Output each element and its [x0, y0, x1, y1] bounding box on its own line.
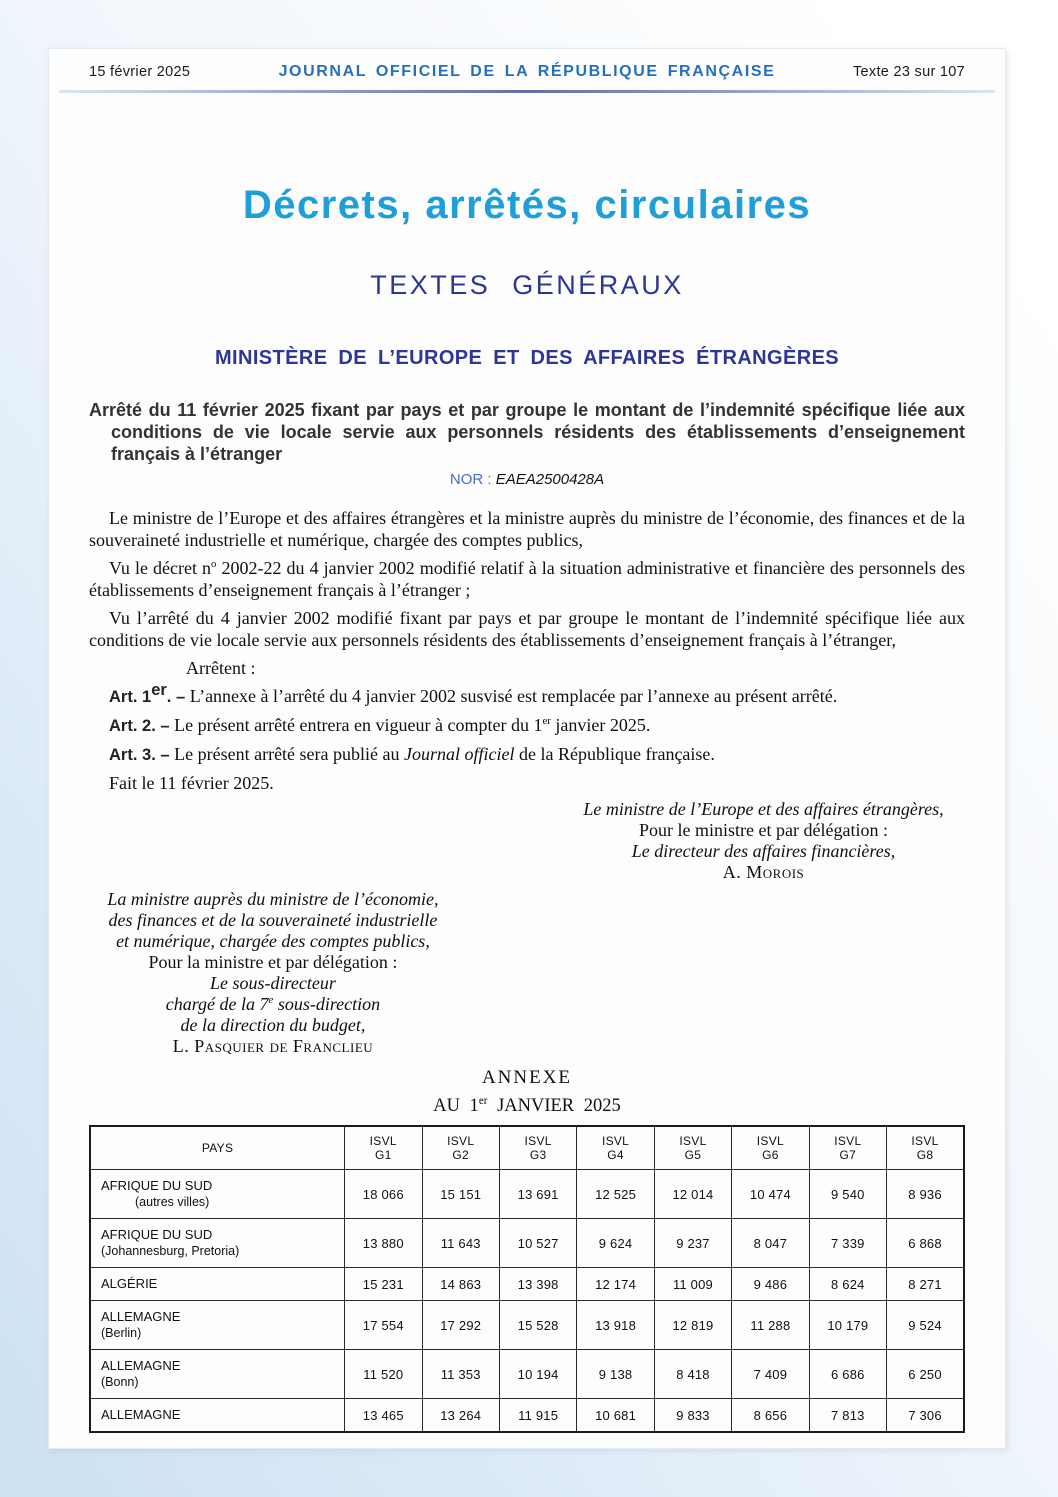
value-cell: 13 398 [499, 1268, 576, 1301]
article-1-label-sup: er [151, 681, 167, 699]
signature-title-line-2: des finances et de la souveraineté industrielle [108, 910, 438, 930]
value-cell: 11 353 [422, 1350, 499, 1399]
nor-line [89, 471, 965, 488]
value-cell: 10 194 [499, 1350, 576, 1399]
document-body [89, 399, 965, 1433]
numero-superscript: o [211, 558, 217, 570]
value-cell: 10 474 [732, 1170, 809, 1219]
vu-decret-text-2: 2002-22 du 4 janvier 2002 modifié relatif à la situation administrative et financière des personnels des établissements d’enseignement français à l’étranger ; [89, 558, 965, 600]
article-3-text: Le présent arrêté sera publié au [174, 744, 405, 764]
article-2-sup: er [542, 715, 551, 727]
value-cell: 8 624 [809, 1268, 886, 1301]
article-1-label: Art. 1 [109, 688, 152, 706]
value-cell: 11 915 [499, 1399, 576, 1433]
signature-role-line-1: Le sous-directeur [210, 973, 336, 993]
table-row [90, 1301, 964, 1350]
signature-title-line-1: La ministre auprès du ministre de l’économie, [107, 889, 439, 909]
value-cell: 6 250 [887, 1350, 964, 1399]
column-header-isvl-g6: ISVL G6 [732, 1126, 809, 1170]
column-header-isvl-g5: ISVL G5 [654, 1126, 731, 1170]
article-3-label: Art. 3 [109, 746, 152, 764]
article-3-text-2: de la République française. [514, 744, 715, 764]
journal-officiel-italic: Journal officiel [404, 744, 515, 764]
article-3-dash: . – [151, 746, 175, 764]
country-cell: AFRIQUE DU SUD (Johannesburg, Pretoria) [90, 1219, 345, 1268]
country-cell: ALLEMAGNE [90, 1399, 345, 1433]
article-2-label: Art. 2 [109, 717, 152, 735]
article-1-text: L’annexe à l’arrêté du 4 janvier 2002 susvisé est remplacée par l’annexe au présent arrêté. [189, 686, 838, 706]
nor-value: EAEA2500428A [495, 471, 605, 488]
article-2-dash: . – [151, 717, 175, 735]
value-cell: 10 179 [809, 1301, 886, 1350]
signature-name: A. Morois [722, 862, 805, 882]
value-cell: 10 527 [499, 1219, 576, 1268]
ministry-title: MINISTÈRE DE L’EUROPE ET DES AFFAIRES ÉTRANGÈRES [214, 347, 840, 369]
annexe-subtitle-sup: er [478, 1094, 488, 1107]
value-cell: 9 524 [887, 1301, 964, 1350]
paragraph-vu-decret [89, 557, 965, 601]
article-2-text-2: janvier 2025. [550, 715, 651, 735]
arretent-line: Arrêtent : [186, 658, 256, 678]
signature-role-text-2: sous-direction [273, 994, 381, 1014]
page-header [89, 63, 965, 81]
decree-title: Arrêté du 11 février 2025 fixant par pays et par groupe le montant de l’indemnité spécifique liée aux conditions de vie locale servie aux personnels résidents des établissements d’enseignement français à l’étranger [89, 400, 965, 464]
annexe-subtitle [89, 1095, 965, 1117]
value-cell: 13 465 [345, 1399, 422, 1433]
signature-delegation: Pour le ministre et par délégation : [639, 820, 888, 840]
value-cell: 9 624 [577, 1219, 654, 1268]
country-cell: AFRIQUE DU SUD (autres villes) [90, 1170, 345, 1219]
value-cell: 13 880 [345, 1219, 422, 1268]
value-cell: 11 009 [654, 1268, 731, 1301]
header-rule [59, 90, 995, 93]
value-cell: 8 936 [887, 1170, 964, 1219]
isvl-table [89, 1125, 965, 1433]
signature-role-line-2 [89, 994, 457, 1015]
signature-role-sup: e [268, 994, 274, 1006]
table-row [90, 1219, 964, 1268]
value-cell: 13 691 [499, 1170, 576, 1219]
journal-title: JOURNAL OFFICIEL DE LA RÉPUBLIQUE FRANÇAISE [278, 63, 776, 80]
nor-label: NOR : [449, 471, 496, 488]
value-cell: 11 288 [732, 1301, 809, 1350]
value-cell: 6 868 [887, 1219, 964, 1268]
signature-block-foreign-minister [562, 799, 965, 883]
value-cell: 8 418 [654, 1350, 731, 1399]
signature-title-line-3: et numérique, chargée des comptes publics, [116, 931, 430, 951]
value-cell: 6 686 [809, 1350, 886, 1399]
value-cell: 12 174 [577, 1268, 654, 1301]
signature-delegation: Pour la ministre et par délégation : [148, 952, 398, 972]
annexe-subtitle-text: AU 1 [433, 1096, 479, 1116]
signature-role-text: chargé de la 7 [165, 994, 269, 1014]
value-cell: 10 681 [577, 1399, 654, 1433]
value-cell: 12 819 [654, 1301, 731, 1350]
column-header-isvl-g2: ISVL G2 [422, 1126, 499, 1170]
value-cell: 8 047 [732, 1219, 809, 1268]
article-1-dash: . – [166, 688, 190, 706]
value-cell: 7 339 [809, 1219, 886, 1268]
country-cell: ALLEMAGNE (Bonn) [90, 1350, 345, 1399]
value-cell: 9 138 [577, 1350, 654, 1399]
column-header-isvl-g7: ISVL G7 [809, 1126, 886, 1170]
value-cell: 13 264 [422, 1399, 499, 1433]
value-cell: 9 486 [732, 1268, 809, 1301]
value-cell: 18 066 [345, 1170, 422, 1219]
value-cell: 9 540 [809, 1170, 886, 1219]
table-row [90, 1170, 964, 1219]
page-title: Décrets, arrêtés, circulaires [242, 183, 812, 227]
value-cell: 7 306 [887, 1399, 964, 1433]
value-cell: 15 528 [499, 1301, 576, 1350]
article-1 [89, 681, 965, 708]
annexe-subtitle-text-2: JANVIER 2025 [487, 1096, 621, 1116]
value-cell: 12 014 [654, 1170, 731, 1219]
table-row [90, 1399, 964, 1433]
value-cell: 17 292 [422, 1301, 499, 1350]
document-page [48, 48, 1006, 1449]
value-cell: 8 271 [887, 1268, 964, 1301]
article-3 [89, 743, 965, 766]
value-cell: 8 656 [732, 1399, 809, 1433]
value-cell: 14 863 [422, 1268, 499, 1301]
value-cell: 15 231 [345, 1268, 422, 1301]
value-cell: 7 409 [732, 1350, 809, 1399]
paragraph-vu-arrete: Vu l’arrêté du 4 janvier 2002 modifié fixant par pays et par groupe le montant de l’indemnité spécifique liée aux conditions de vie locale servie aux personnels résidents des établissements d’enseignement français à l’étranger, [89, 608, 965, 650]
signature-block-finance-minister [89, 889, 457, 1057]
paragraph-ministers: Le ministre de l’Europe et des affaires étrangères et la ministre auprès du ministre de l’économie, des finances et de la souveraineté industrielle et numérique, chargée des comptes publics, [89, 508, 965, 550]
fait-le-line: Fait le 11 février 2025. [109, 773, 274, 793]
value-cell: 9 237 [654, 1219, 731, 1268]
country-cell: ALLEMAGNE (Berlin) [90, 1301, 345, 1350]
table-row [90, 1350, 964, 1399]
value-cell: 7 813 [809, 1399, 886, 1433]
column-header-isvl-g1: ISVL G1 [345, 1126, 422, 1170]
texte-number: Texte 23 sur 107 [852, 64, 965, 80]
header-date: 15 février 2025 [89, 64, 191, 80]
country-cell: ALGÉRIE [90, 1268, 345, 1301]
table-row [90, 1268, 964, 1301]
signature-role-line-3: de la direction du budget, [180, 1015, 366, 1035]
column-header-isvl-g4: ISVL G4 [577, 1126, 654, 1170]
signature-title: Le ministre de l’Europe et des affaires étrangères, [583, 799, 944, 819]
value-cell: 15 151 [422, 1170, 499, 1219]
article-2 [89, 714, 965, 737]
section-title: TEXTES GÉNÉRAUX [370, 270, 684, 300]
vu-decret-text: Vu le décret n [109, 558, 212, 578]
value-cell: 13 918 [577, 1301, 654, 1350]
signature-name: L. Pasquier de Franclieu [172, 1036, 374, 1056]
value-cell: 17 554 [345, 1301, 422, 1350]
value-cell: 9 833 [654, 1399, 731, 1433]
column-header-pays: PAYS [90, 1126, 345, 1170]
value-cell: 11 643 [422, 1219, 499, 1268]
value-cell: 12 525 [577, 1170, 654, 1219]
column-header-isvl-g3: ISVL G3 [499, 1126, 576, 1170]
annexe-title: ANNEXE [481, 1067, 573, 1088]
article-2-text: Le présent arrêté entrera en vigueur à compter du 1 [174, 715, 543, 735]
column-header-isvl-g8: ISVL G8 [887, 1126, 964, 1170]
table-header-row [90, 1126, 964, 1170]
value-cell: 11 520 [345, 1350, 422, 1399]
signature-role: Le directeur des affaires financières, [631, 841, 896, 861]
